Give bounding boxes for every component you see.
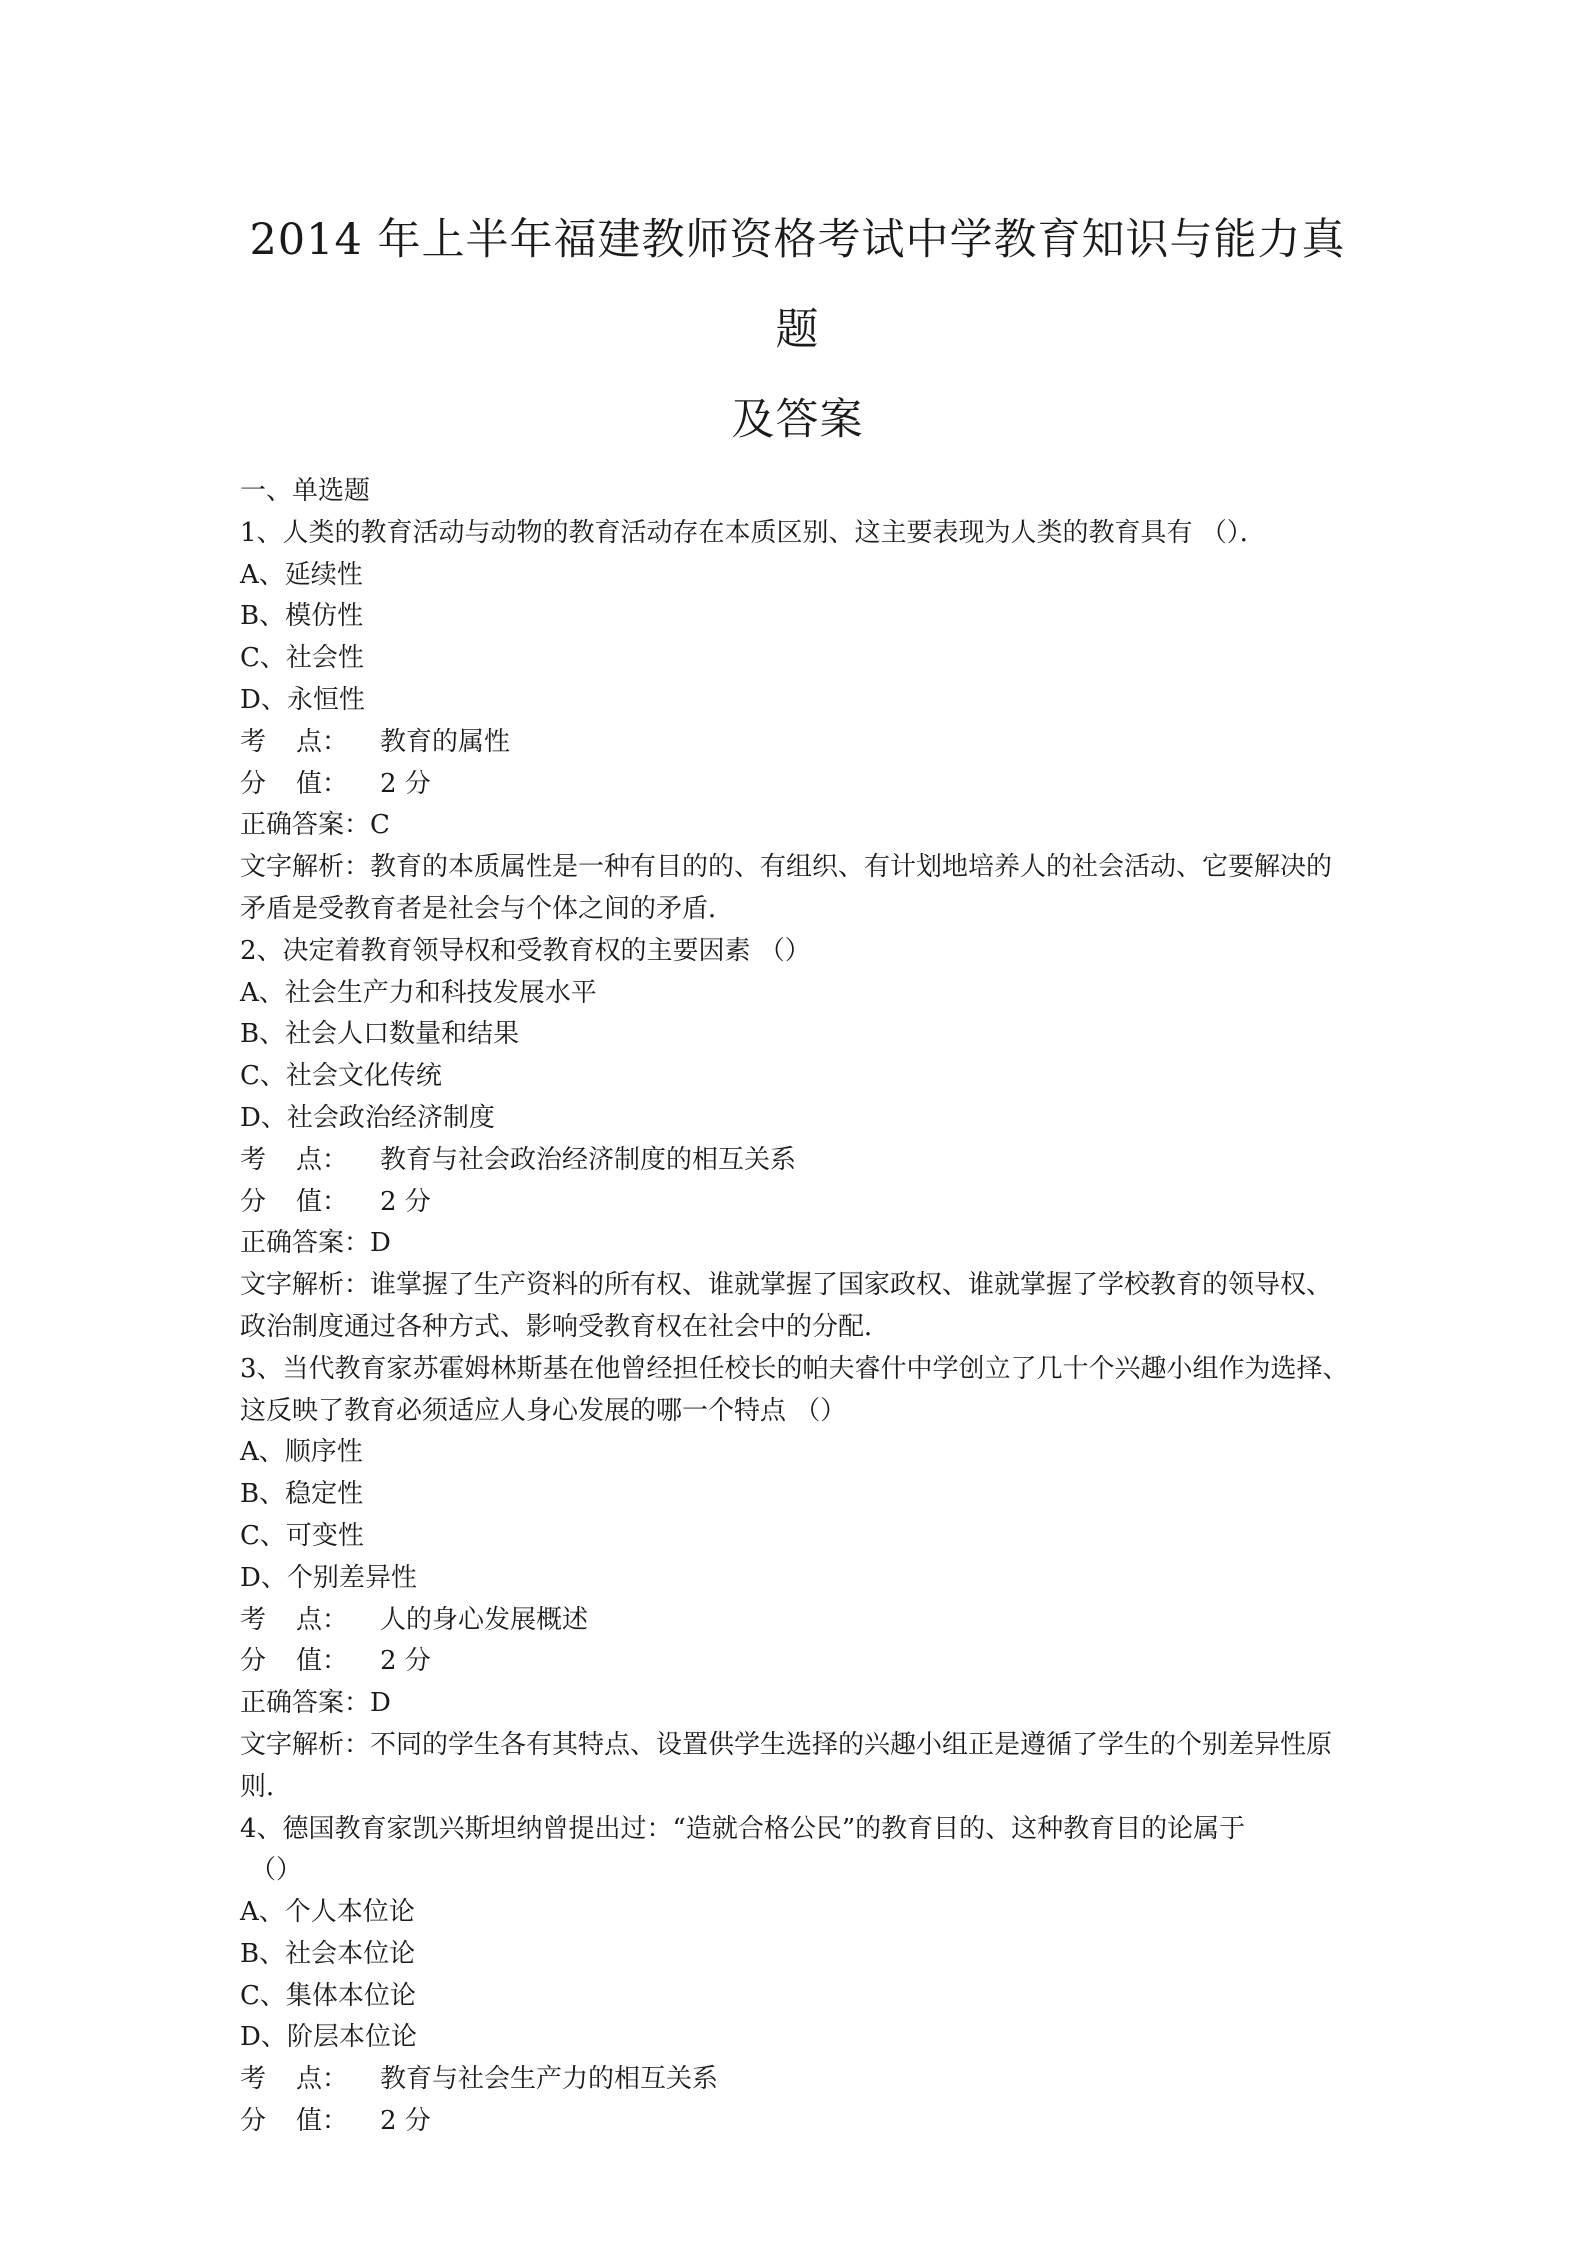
option-a: A、社会生产力和科技发展水平 [240,977,597,1008]
exam-point-label-b: 点： [296,726,349,757]
score-label-b: 值： [296,2106,349,2137]
score-row [240,1641,1355,1683]
question-4 [240,1809,1355,2143]
section-heading: 一、单选题 [240,476,371,506]
question-stem: 4、德国教育家凯兴斯坦纳曾提出过：“造就合格公民”的教育目的、这种教育目的论属于 [240,1813,1246,1844]
analysis-label: 文字解析： [240,1729,371,1760]
option-b: B、社会本位论 [240,1938,416,1969]
option-c: C、社会文化传统 [240,1061,442,1092]
exam-point-row [240,1140,1355,1182]
document-page [240,195,1355,2143]
answer-label: 正确答案： [240,1228,371,1259]
option-a: A、个人本位论 [240,1897,415,1928]
score-label-a: 分 [240,768,267,799]
analysis-label: 文字解析： [240,852,371,883]
analysis-label: 文字解析： [240,1270,371,1301]
exam-point-row [240,722,1355,764]
analysis-row [240,1265,1355,1349]
exam-point-label-b: 点： [296,1604,349,1635]
answer-value: D [370,1228,391,1259]
exam-point-label-a: 考 [240,1144,267,1175]
analysis-text: 谁掌握了生产资料的所有权、谁就掌握了国家政权、谁就掌握了学校教育的领导权、政治制度通过各种方式、影响受教育权在社会中的分配． [240,1270,1333,1342]
exam-point-label-a: 考 [240,1604,267,1635]
question-stem: 2、决定着教育领导权和受教育权的主要因素 （） [240,935,811,966]
question-stem-continued: （） [250,1855,303,1886]
score-label-b: 值： [296,768,349,799]
exam-point-value: 教育的属性 [380,726,511,757]
question-stem: 3、当代教育家苏霍姆林斯基在他曾经担任校长的帕夫睿什中学创立了几十个兴趣小组作为选择、这反映了教育必须适应人身心发展的哪一个特点 （） [240,1353,1349,1426]
exam-point-label-b: 点： [296,2064,349,2095]
score-value: 2 分 [380,2106,431,2137]
analysis-text: 教育的本质属性是一种有目的的、有组织、有计划地培养人的社会活动、它要解决的矛盾是受教育者是社会与个体之间的矛盾． [240,852,1333,924]
analysis-row [240,1725,1355,1809]
score-label-a: 分 [240,1186,267,1217]
exam-point-label-b: 点： [296,1144,349,1175]
exam-point-value: 教育与社会政治经济制度的相互关系 [380,1144,797,1175]
option-b: B、社会人口数量和结果 [240,1019,520,1050]
exam-point-label-a: 考 [240,726,267,757]
exam-point-row [240,2059,1355,2101]
document-title-line2: 及答案 [731,395,864,445]
answer-label: 正确答案： [240,810,371,841]
option-a: A、顺序性 [240,1437,363,1468]
answer-row [240,1683,1355,1725]
option-d: D、社会政治经济制度 [240,1102,495,1133]
option-d: D、永恒性 [240,684,365,715]
exam-point-row [240,1600,1355,1642]
exam-point-value: 人的身心发展概述 [380,1604,589,1635]
answer-row [240,805,1355,847]
answer-value: D [370,1688,391,1719]
document-title-line1: 2014 年上半年福建教师资格考试中学教育知识与能力真题 [249,215,1346,355]
option-c: C、社会性 [240,643,364,674]
analysis-row [240,847,1355,931]
option-b: B、稳定性 [240,1479,364,1510]
score-row [240,2101,1355,2143]
question-2 [240,931,1355,1349]
score-value: 2 分 [380,768,431,799]
option-c: C、可变性 [240,1520,364,1551]
score-label-a: 分 [240,1646,267,1677]
option-d: D、阶层本位论 [240,2022,417,2053]
analysis-text: 不同的学生各有其特点、设置供学生选择的兴趣小组正是遵循了学生的个别差异性原则． [240,1729,1333,1802]
answer-value: C [370,810,390,841]
answer-row [240,1223,1355,1265]
question-1 [240,513,1355,931]
score-row [240,764,1355,806]
question-stem: 1、人类的教育活动与动物的教育活动存在本质区别、这主要表现为人类的教育具有 （）． [240,517,1266,548]
option-a: A、延续性 [240,559,363,590]
score-value: 2 分 [380,1186,431,1217]
option-c: C、集体本位论 [240,1980,416,2011]
question-3 [240,1349,1355,1809]
score-label-b: 值： [296,1646,349,1677]
score-value: 2 分 [380,1646,431,1677]
option-d: D、个别差异性 [240,1562,417,1593]
score-label-b: 值： [296,1186,349,1217]
score-row [240,1182,1355,1224]
exam-point-label-a: 考 [240,2064,267,2095]
exam-point-value: 教育与社会生产力的相互关系 [380,2064,719,2095]
score-label-a: 分 [240,2106,267,2137]
answer-label: 正确答案： [240,1688,371,1719]
option-b: B、模仿性 [240,601,364,632]
